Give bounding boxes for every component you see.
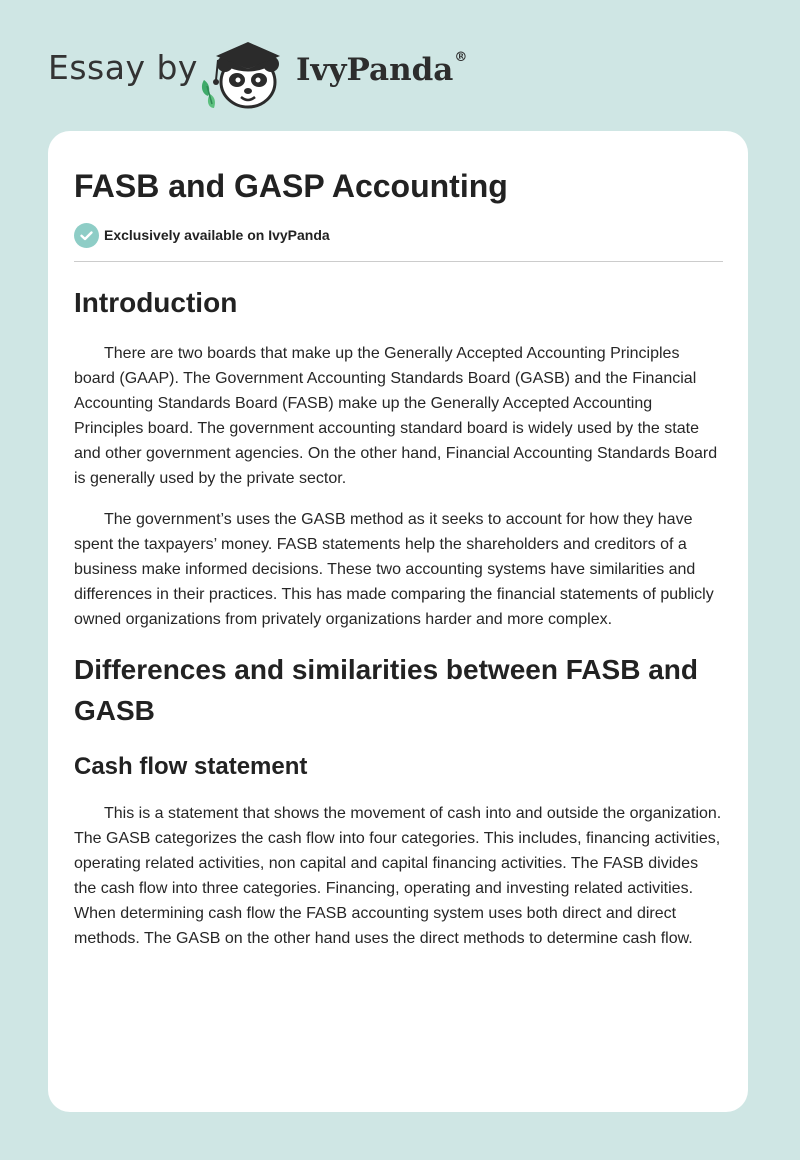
title-divider — [74, 261, 723, 262]
section-heading-introduction: Introduction — [74, 287, 238, 318]
brand-prefix: Essay by — [48, 48, 198, 87]
essay-content — [74, 131, 724, 951]
cash-flow-paragraph: This is a statement that shows the movement of cash into and outside the organization. The GASB categorizes the cash flow into four categories. This includes, financing activities, operating related activities, non capital and capital financing activities. The FASB divides the cash flow into three categories. Financing, operating and investing related activities. When determining cash flow the FASB accounting system uses both direct and direct methods. The GASB on the other hand uses the direct methods to determine cash flow. — [74, 805, 722, 947]
brand-name — [296, 52, 467, 88]
exclusive-badge — [74, 222, 724, 248]
check-circle-icon — [74, 223, 99, 248]
brand-header — [48, 36, 468, 112]
intro-paragraph: There are two boards that make up the Generally Accepted Accounting Principles board (GAAP). The Government Accounting Standards Board (GASB) and the Financial Accounting Standards Board (FASB) make up the Generally Accepted Accounting Principles board. The government accounting standard board is widely used by the state and other government agencies. On the other hand, Financial Accounting Standards Board is generally used by the private sector. — [74, 345, 718, 487]
exclusive-badge-text: Exclusively available on IvyPanda — [104, 227, 330, 243]
essay-card — [48, 131, 748, 1112]
intro-paragraph: The government’s uses the GASB method as it seeks to account for how they have spent the taxpayers’ money. FASB statements help the shareholders and creditors of a business make informed decisions. These two accounting systems have similarities and differences in their practices. This has made comparing the financial statements of publicly owned organizations from privately organizations harder and more complex. — [74, 511, 714, 628]
registered-mark: ® — [454, 50, 468, 65]
panda-graduation-cap-icon — [198, 36, 296, 112]
page-title: FASB and GASP Accounting — [74, 168, 508, 204]
section-heading-differences: Differences and similarities between FASB and GASB — [74, 654, 698, 726]
subsection-heading-cash-flow: Cash flow statement — [74, 753, 308, 780]
brand-name-text: IvyPanda — [296, 52, 454, 88]
